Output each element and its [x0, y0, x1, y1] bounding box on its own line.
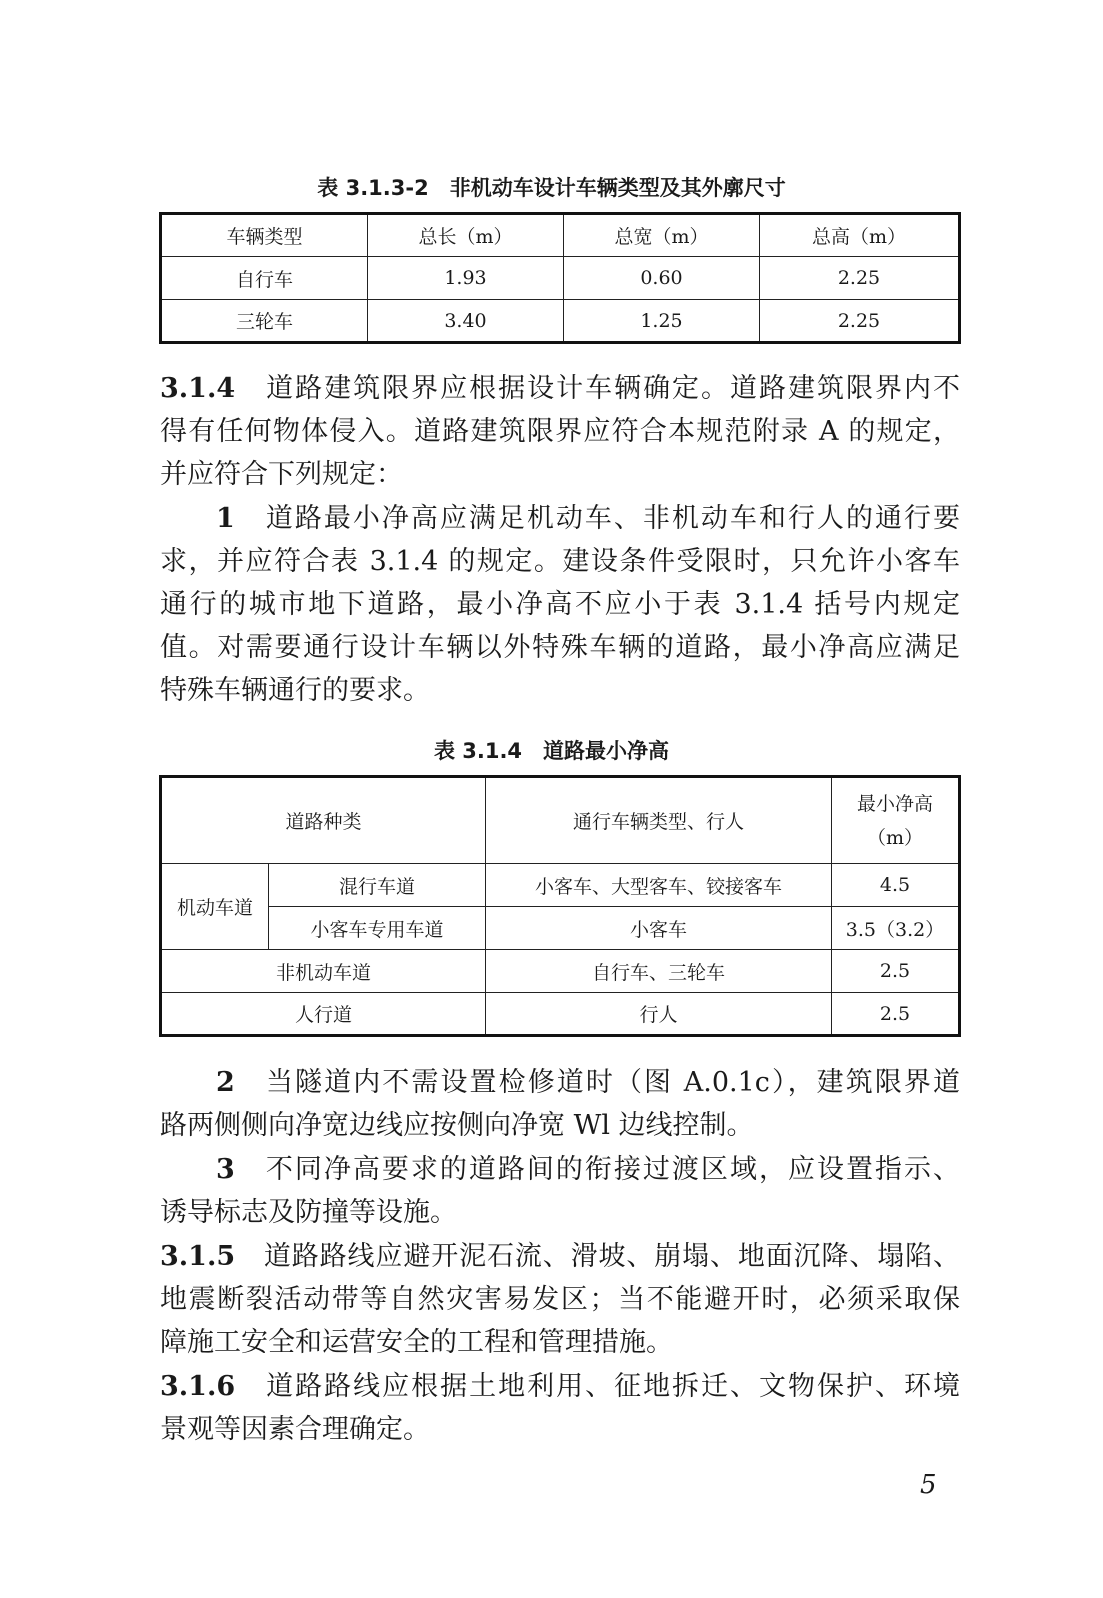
cell: 2.5	[832, 993, 960, 1036]
table-row	[161, 950, 960, 993]
cell: 2.25	[760, 300, 960, 343]
cell: 小客车、大型客车、铰接客车	[486, 864, 832, 907]
header-cell: 道路种类	[161, 777, 486, 864]
cell: 小客车	[486, 907, 832, 950]
cell: 混行车道	[269, 864, 486, 907]
page-number: 5	[920, 1470, 937, 1500]
cell: 0.60	[564, 257, 760, 300]
cell: 自行车、三轮车	[486, 950, 832, 993]
clause-3-1-4	[160, 367, 960, 496]
item-1	[160, 497, 960, 712]
clause-3-1-6	[160, 1365, 960, 1451]
text-line: 得有任何物体侵入。道路建筑限界应符合本规范附录 A 的规定，	[160, 416, 960, 447]
text-line: 诱导标志及防撞等设施。	[160, 1197, 457, 1228]
table-row	[161, 907, 960, 950]
cell: 3.5（3.2）	[832, 907, 960, 950]
header-cell: 车辆类型	[161, 214, 368, 257]
cell: 4.5	[832, 864, 960, 907]
clause-number: 3.1.5	[160, 1241, 236, 1272]
header-cell: 总高（m）	[760, 214, 960, 257]
table-row	[161, 257, 960, 300]
cell: 1.93	[368, 257, 564, 300]
text-line: 求，并应符合表 3.1.4 的规定。建设条件受限时，只允许小客车	[160, 546, 960, 577]
cell: 小客车专用车道	[269, 907, 486, 950]
cell: 自行车	[161, 257, 368, 300]
cell: 行人	[486, 993, 832, 1036]
cell: 2.5	[832, 950, 960, 993]
table-row	[161, 993, 960, 1036]
header-cell: 总长（m）	[368, 214, 564, 257]
clause-number: 3.1.6	[160, 1371, 236, 1402]
text-line: 特殊车辆通行的要求。	[160, 675, 430, 706]
table-header-row	[161, 777, 960, 864]
min-clearance-table	[159, 775, 961, 1037]
text-line: 地震断裂活动带等自然灾害易发区；当不能避开时，必须采取保	[160, 1284, 960, 1315]
text-line: 道路路线应根据土地利用、征地拆迁、文物保护、环境	[235, 1371, 960, 1402]
table-row	[161, 864, 960, 907]
group-cell: 机动车道	[161, 864, 269, 950]
table-header-row	[161, 214, 960, 257]
item-number: 3	[216, 1154, 235, 1185]
cell: 三轮车	[161, 300, 368, 343]
text-line: 路两侧侧向净宽边线应按侧向净宽 Wl 边线控制。	[160, 1110, 754, 1141]
cell: 非机动车道	[161, 950, 486, 993]
table-caption: 表 3.1.4 道路最小净高	[433, 739, 670, 763]
clause-3-1-5	[160, 1235, 960, 1364]
text-line: 值。对需要通行设计车辆以外特殊车辆的道路，最小净高应满足	[160, 632, 960, 663]
item-3	[160, 1148, 960, 1234]
cell: 3.40	[368, 300, 564, 343]
cell: 人行道	[161, 993, 486, 1036]
table-row	[161, 300, 960, 343]
header-cell: 总宽（m）	[564, 214, 760, 257]
text-line: 当隧道内不需设置检修道时（图 A.0.1c），建筑限界道	[234, 1067, 960, 1098]
text-line: 道路最小净高应满足机动车、非机动车和行人的通行要	[234, 503, 960, 534]
text-line: 通行的城市地下道路，最小净高不应小于表 3.1.4 括号内规定	[160, 589, 960, 620]
table-caption: 表 3.1.3-2 非机动车设计车辆类型及其外廓尺寸	[317, 176, 786, 200]
cell: 1.25	[564, 300, 760, 343]
clause-number: 3.1.4	[160, 373, 236, 404]
text-line: 障施工安全和运营安全的工程和管理措施。	[160, 1327, 673, 1358]
item-number: 1	[216, 503, 235, 534]
text-line: 景观等因素合理确定。	[160, 1414, 430, 1445]
text-line: 不同净高要求的道路间的衔接过渡区域，应设置指示、	[234, 1154, 960, 1185]
text-line: 并应符合下列规定：	[160, 459, 403, 490]
item-2	[160, 1061, 960, 1147]
text-line: 道路建筑限界应根据设计车辆确定。道路建筑限界内不	[235, 373, 960, 404]
item-number: 2	[216, 1067, 235, 1098]
vehicle-dimensions-table	[159, 212, 961, 344]
header-cell: 通行车辆类型、行人	[486, 777, 832, 864]
text-line: 道路路线应避开泥石流、滑坡、崩塌、地面沉降、塌陷、	[235, 1241, 960, 1272]
header-cell: 最小净高 （m）	[832, 777, 960, 864]
cell: 2.25	[760, 257, 960, 300]
